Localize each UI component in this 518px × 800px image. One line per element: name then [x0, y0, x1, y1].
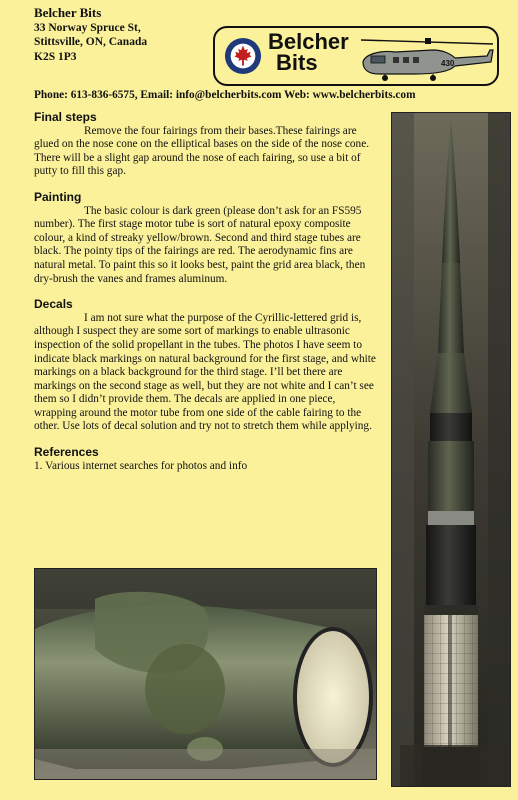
company-logo — [213, 26, 499, 86]
section-heading: Painting — [34, 189, 82, 204]
silo-photo — [34, 568, 377, 780]
section-decals — [34, 298, 378, 434]
address-line-1: 33 Norway Spruce St, — [34, 21, 141, 34]
logo-wordmark — [268, 31, 349, 73]
logo-line-1: Belcher — [268, 29, 349, 54]
helicopter-icon — [355, 32, 497, 84]
company-name: Belcher Bits — [34, 5, 102, 20]
maple-leaf-roundel-icon — [224, 37, 262, 75]
address-line-2: Stittsville, ON, Canada — [34, 36, 148, 49]
missile-photo-image — [392, 113, 510, 786]
section-body: I am not sure what the purpose of the Cyrillic-lettered grid is, although I suspect they are some sort of markings to enable ultrasonic inspection of the solid propellant in the tubes. The photos I have seem to indicate black markings on natural background for the first stage, and white markings on a black background for the third stage. I’ll bet there are markings on the second stage as well, but they are not white and I can’t see them so I didn’t provide them. The decals are applied in one piece, wrapping around the motor tube from one side of the cable fairing to the other. Use lots of decal solution and try not to stretch them while applying. — [34, 311, 376, 433]
contact-line: Phone: 613-836-6575, Email: info@belcherbits.com Web: www.belcherbits.com — [34, 89, 416, 101]
section-heading: Final steps — [34, 110, 97, 124]
heli-number: 430 — [441, 59, 455, 68]
section-final-steps — [34, 111, 378, 179]
logo-line-2: Bits — [276, 50, 318, 75]
instructions-column — [34, 111, 378, 485]
missile-photo — [391, 112, 511, 787]
reference-item: 1. Various internet searches for photos and info — [34, 459, 248, 472]
section-heading: Decals — [34, 297, 73, 312]
section-body: Remove the four fairings from their bases.These fairings are glued on the nose cone on the elliptical bases on the side of the nose cone. There will be a slight gap around the nose of each fairing, so use a bit of putty to fill this gap. — [34, 124, 370, 178]
address-line-3: K2S 1P3 — [34, 50, 77, 63]
silo-photo-image — [35, 569, 376, 779]
section-references — [34, 446, 378, 473]
section-body: The basic colour is dark green (please don’t ask for an FS595 number). The first stage motor tube is sort of natural epoxy composite colour, a kind of streaky yellow/brown. Second and third stage tubes are black. The pointy tips of the fairings are red. The aerodynamic fins are natural metal. To paint this so it looks best, paint the grid area black, then dry-brush the vanes and frames aluminum. — [34, 204, 366, 285]
section-heading: References — [34, 445, 99, 460]
section-painting — [34, 191, 378, 286]
